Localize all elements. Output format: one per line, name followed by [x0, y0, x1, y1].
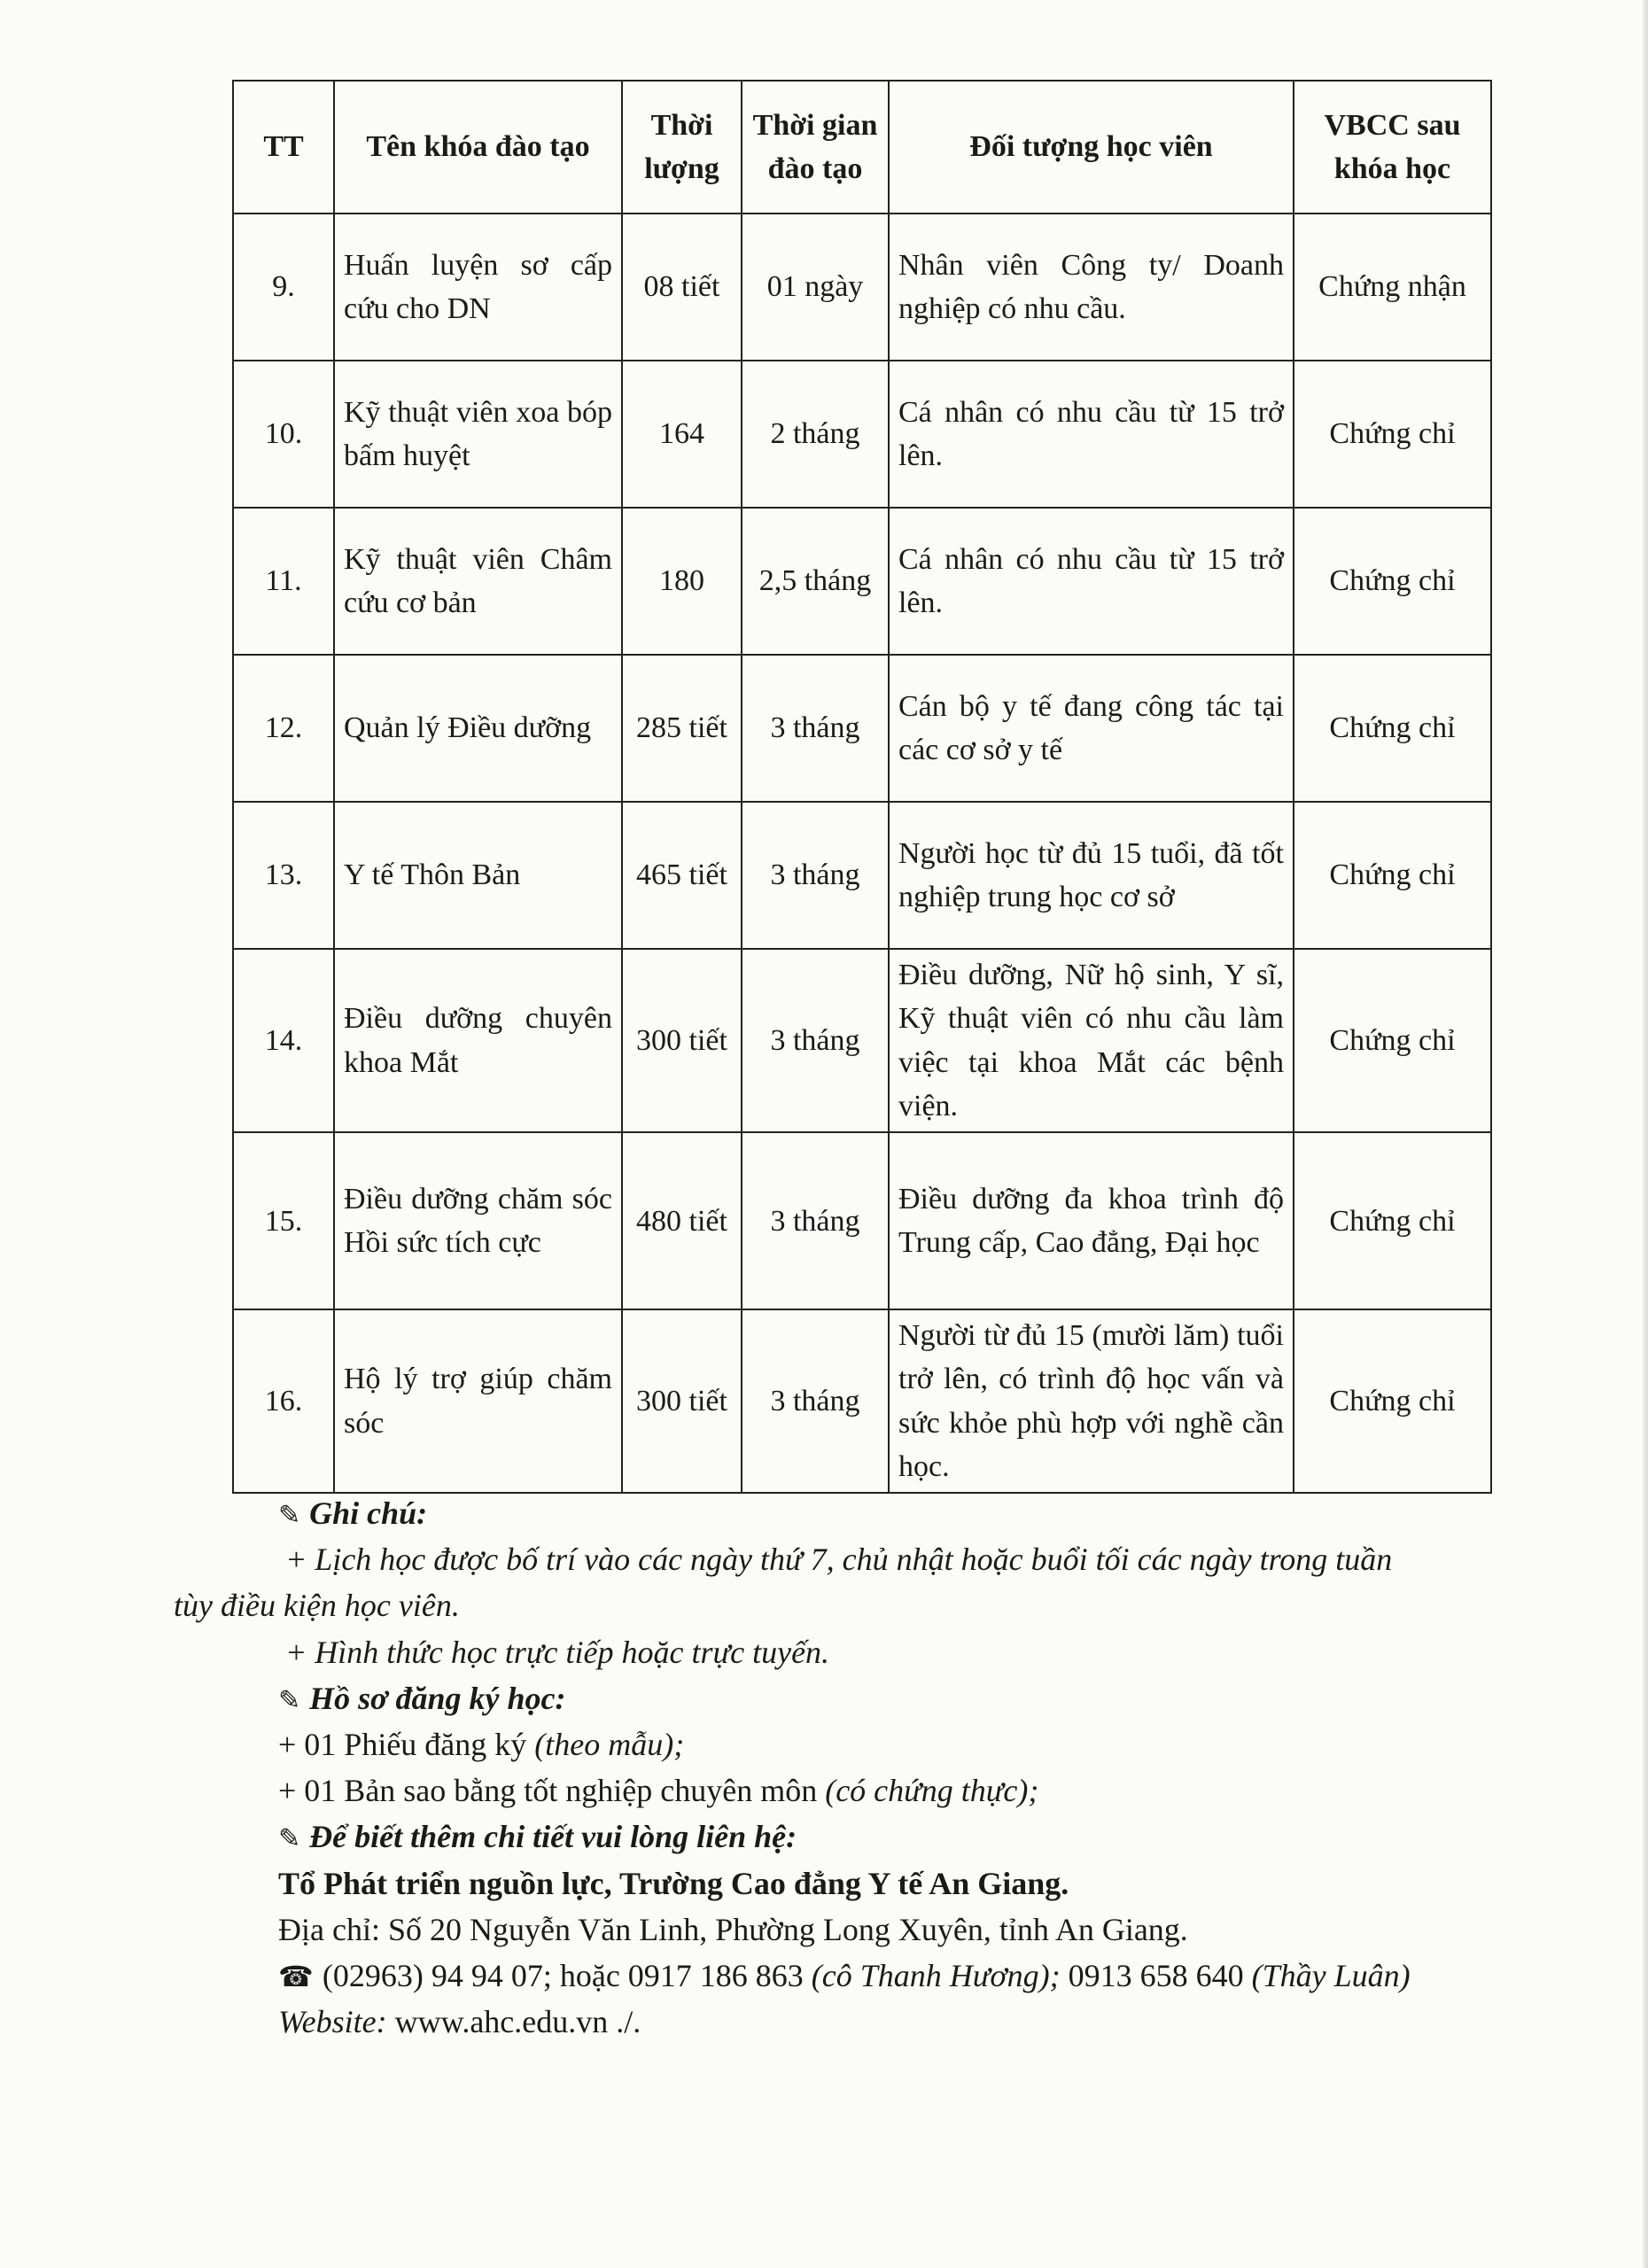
- course-target: Người từ đủ 15 (mười lăm) tuổi trở lên, có trình độ học vấn và sức khỏe phù hợp với nghề cần học.: [889, 1309, 1294, 1493]
- header-tt: TT: [233, 81, 334, 214]
- row-number: 14.: [233, 949, 334, 1132]
- header-target: Đối tượng học viên: [889, 81, 1294, 214]
- course-duration: 480 tiết: [622, 1132, 742, 1309]
- course-duration: 300 tiết: [622, 949, 742, 1132]
- pen-bullet-icon: ✎: [278, 1823, 301, 1855]
- course-name: Y tế Thôn Bản: [334, 802, 622, 949]
- table-row: [233, 214, 1491, 361]
- scan-edge-shadow: [1643, 0, 1648, 2268]
- course-name: Kỹ thuật viên Châm cứu cơ bản: [334, 508, 622, 655]
- course-time: 3 tháng: [742, 802, 889, 949]
- course-duration: 300 tiết: [622, 1309, 742, 1493]
- course-target: Cá nhân có nhu cầu từ 15 trở lên.: [889, 508, 1294, 655]
- course-certificate: Chứng chỉ: [1294, 655, 1491, 802]
- header-course-name: Tên khóa đào tạo: [334, 81, 622, 214]
- course-certificate: Chứng chỉ: [1294, 1132, 1491, 1309]
- contact-website: Website: www.ahc.edu.vn ./.: [278, 2004, 641, 2040]
- course-target: Điều dưỡng đa khoa trình độ Trung cấp, Cao đẳng, Đại học: [889, 1132, 1294, 1309]
- course-duration: 180: [622, 508, 742, 655]
- course-certificate: Chứng chỉ: [1294, 361, 1491, 508]
- row-number: 11.: [233, 508, 334, 655]
- course-duration: 465 tiết: [622, 802, 742, 949]
- schedule-note-continued: tùy điều kiện học viên.: [174, 1588, 460, 1624]
- schedule-note: + Lịch học được bố trí vào các ngày thứ 7, chủ nhật hoặc buổi tối các ngày trong tuần: [285, 1542, 1393, 1578]
- course-time: 2,5 tháng: [742, 508, 889, 655]
- course-certificate: Chứng chỉ: [1294, 802, 1491, 949]
- table-header-row: [233, 81, 1491, 214]
- table-row: [233, 361, 1491, 508]
- notes-section: [174, 1490, 1556, 2045]
- row-number: 15.: [233, 1132, 334, 1309]
- course-time: 2 tháng: [742, 361, 889, 508]
- contact-address: Địa chỉ: Số 20 Nguyễn Văn Linh, Phường Long Xuyên, tỉnh An Giang.: [278, 1911, 1188, 1947]
- header-training-time: Thời gian đào tạo: [742, 81, 889, 214]
- course-certificate: Chứng nhận: [1294, 214, 1491, 361]
- header-duration: Thời lượng: [622, 81, 742, 214]
- table-row: [233, 949, 1491, 1132]
- course-target: Điều dưỡng, Nữ hộ sinh, Y sĩ, Kỹ thuật viên có nhu cầu làm việc tại khoa Mắt các bệnh viện.: [889, 949, 1294, 1132]
- course-target: Nhân viên Công ty/ Doanh nghiệp có nhu cầu.: [889, 214, 1294, 361]
- notes-heading: ✎ Ghi chú:: [278, 1495, 428, 1531]
- row-number: 12.: [233, 655, 334, 802]
- course-duration: 08 tiết: [622, 214, 742, 361]
- table-row: [233, 1309, 1491, 1493]
- row-number: 13.: [233, 802, 334, 949]
- pen-bullet-icon: ✎: [278, 1684, 301, 1716]
- course-time: 3 tháng: [742, 1132, 889, 1309]
- course-target: Người học từ đủ 15 tuổi, đã tốt nghiệp trung học cơ sở: [889, 802, 1294, 949]
- course-duration: 164: [622, 361, 742, 508]
- course-target: Cán bộ y tế đang công tác tại các cơ sở y tế: [889, 655, 1294, 802]
- course-time: 3 tháng: [742, 949, 889, 1132]
- course-table: [232, 80, 1492, 1494]
- contact-phone: ☎ (02963) 94 94 07; hoặc 0917 186 863 (cô Thanh Hương); 0913 658 640 (Thầy Luân): [278, 1957, 1411, 1993]
- registration-heading: ✎ Hồ sơ đăng ký học:: [278, 1680, 566, 1716]
- row-number: 10.: [233, 361, 334, 508]
- row-number: 16.: [233, 1309, 334, 1493]
- course-time: 3 tháng: [742, 655, 889, 802]
- course-name: Quản lý Điều dưỡng: [334, 655, 622, 802]
- course-name: Huấn luyện sơ cấp cứu cho DN: [334, 214, 622, 361]
- course-name: Điều dưỡng chăm sóc Hồi sức tích cực: [334, 1132, 622, 1309]
- table-row: [233, 655, 1491, 802]
- table-row: [233, 1132, 1491, 1309]
- telephone-icon: ☎: [278, 1959, 314, 1993]
- header-certificate: VBCC sau khóa học: [1294, 81, 1491, 214]
- registration-item: + 01 Phiếu đăng ký (theo mẫu);: [278, 1726, 685, 1762]
- pen-bullet-icon: ✎: [278, 1500, 301, 1531]
- course-name: Hộ lý trợ giúp chăm sóc: [334, 1309, 622, 1493]
- course-name: Kỹ thuật viên xoa bóp bấm huyệt: [334, 361, 622, 508]
- format-note: + Hình thức học trực tiếp hoặc trực tuyến.: [285, 1634, 830, 1670]
- course-certificate: Chứng chỉ: [1294, 1309, 1491, 1493]
- contact-heading: ✎ Để biết thêm chi tiết vui lòng liên hệ:: [278, 1819, 797, 1855]
- contact-organization: Tổ Phát triển nguồn lực, Trường Cao đẳng Y tế An Giang.: [278, 1865, 1069, 1901]
- course-name: Điều dưỡng chuyên khoa Mắt: [334, 949, 622, 1132]
- row-number: 9.: [233, 214, 334, 361]
- website-link[interactable]: www.ahc.edu.vn ./.: [394, 2004, 641, 2040]
- course-certificate: Chứng chỉ: [1294, 508, 1491, 655]
- course-duration: 285 tiết: [622, 655, 742, 802]
- table-row: [233, 802, 1491, 949]
- course-time: 3 tháng: [742, 1309, 889, 1493]
- course-target: Cá nhân có nhu cầu từ 15 trở lên.: [889, 361, 1294, 508]
- registration-item: + 01 Bản sao bằng tốt nghiệp chuyên môn (có chứng thực);: [278, 1773, 1039, 1809]
- course-time: 01 ngày: [742, 214, 889, 361]
- table-row: [233, 508, 1491, 655]
- course-certificate: Chứng chỉ: [1294, 949, 1491, 1132]
